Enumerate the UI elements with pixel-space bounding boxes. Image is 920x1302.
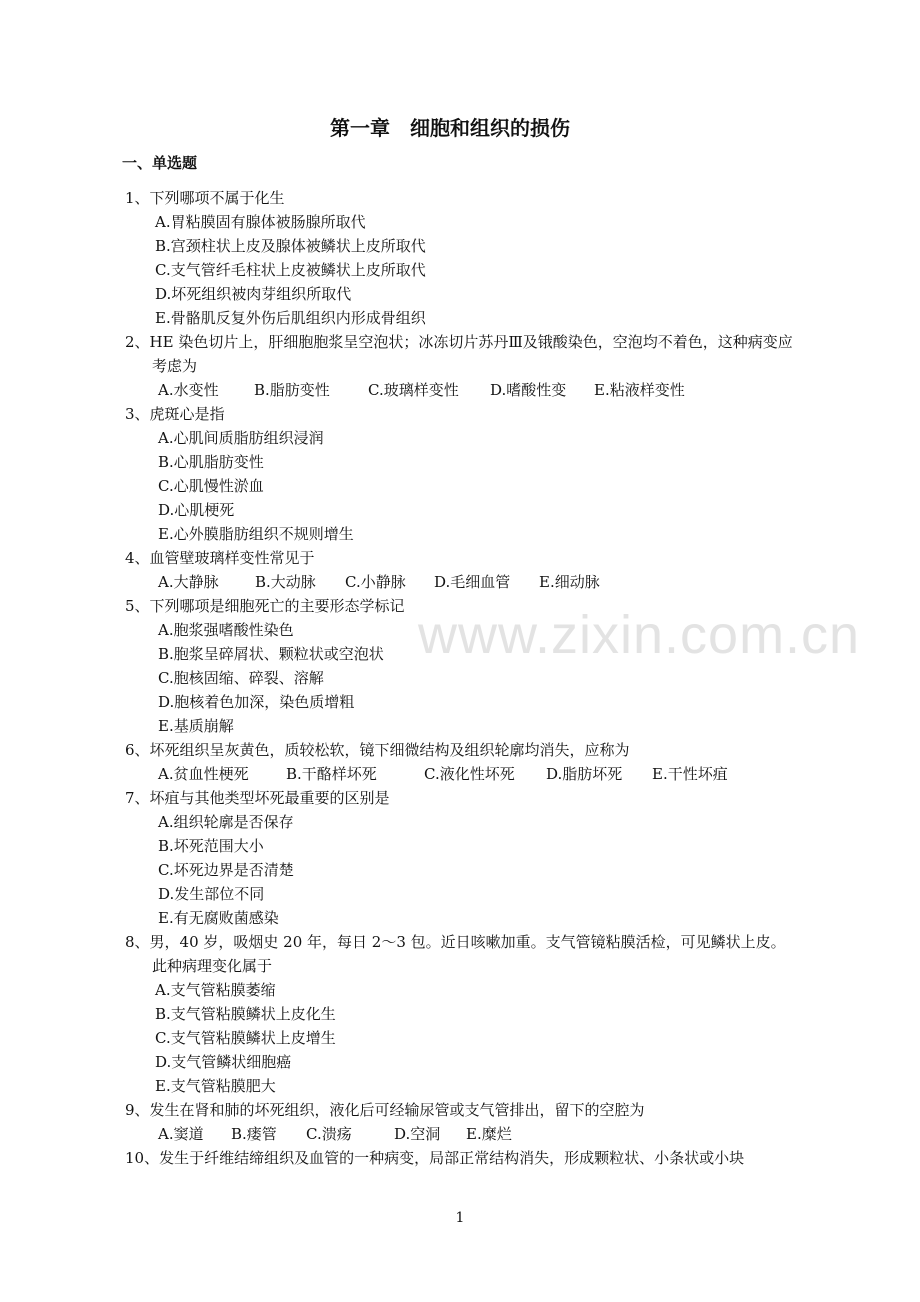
question-stem: 8、男，40 岁，吸烟史 20 年，每日 2～3 包。近日咳嗽加重。支气管镜粘膜活检，可见鳞状上皮。此种病理变化属于 xyxy=(125,933,786,975)
option-a: A.水变性 xyxy=(158,381,219,399)
question-stem: 5、下列哪项是细胞死亡的主要形态学标记 xyxy=(125,597,405,615)
option-b: B.脂肪变性 xyxy=(254,381,330,399)
option-e: E.骨骼肌反复外伤后肌组织内形成骨组织 xyxy=(155,309,426,327)
option-a: A.心肌间质脂肪组织浸润 xyxy=(158,429,324,447)
option-e: E.支气管粘膜肥大 xyxy=(155,1077,276,1095)
question-stem: 4、血管壁玻璃样变性常见于 xyxy=(125,549,315,567)
question-9 xyxy=(125,1098,795,1146)
option-a: A.胞浆强嗜酸性染色 xyxy=(158,621,294,639)
watermark: www.zixin.com.cn xyxy=(418,605,861,665)
option-b: B.心肌脂肪变性 xyxy=(158,453,264,471)
option-b: B.干酪样坏死 xyxy=(286,765,377,783)
option-c: C.支气管粘膜鳞状上皮增生 xyxy=(155,1029,336,1047)
option-d: D.毛细血管 xyxy=(434,573,511,591)
option-d: D.发生部位不同 xyxy=(158,885,265,903)
option-row xyxy=(125,762,795,786)
option-c: C.玻璃样变性 xyxy=(368,381,459,399)
option-e: E.细动脉 xyxy=(539,573,600,591)
option-b: B.胞浆呈碎屑状、颗粒状或空泡状 xyxy=(158,645,384,663)
option-c: C.支气管纤毛柱状上皮被鳞状上皮所取代 xyxy=(155,261,426,279)
option-d: D.支气管鳞状细胞癌 xyxy=(155,1053,292,1071)
option-d: D.嗜酸性变 xyxy=(490,381,567,399)
question-1 xyxy=(125,186,795,330)
option-d: D.空洞 xyxy=(394,1125,441,1143)
option-b: B.宫颈柱状上皮及腺体被鳞状上皮所取代 xyxy=(155,237,426,255)
section-heading: 一、单选题 xyxy=(122,154,198,172)
question-stem: 7、坏疽与其他类型坏死最重要的区别是 xyxy=(125,789,390,807)
question-5 xyxy=(125,594,795,738)
option-a: A.窦道 xyxy=(158,1125,204,1143)
option-e: E.干性坏疽 xyxy=(652,765,728,783)
option-a: A.大静脉 xyxy=(158,573,219,591)
option-a: A.支气管粘膜萎缩 xyxy=(155,981,276,999)
option-e: E.粘液样变性 xyxy=(594,381,685,399)
question-8 xyxy=(125,930,795,1098)
option-a: A.胃粘膜固有腺体被肠腺所取代 xyxy=(155,213,366,231)
option-row xyxy=(125,378,795,402)
question-stem: 9、发生在肾和肺的坏死组织，液化后可经输尿管或支气管排出，留下的空腔为 xyxy=(125,1101,645,1119)
option-a: A.贫血性梗死 xyxy=(158,765,249,783)
option-b: B.支气管粘膜鳞状上皮化生 xyxy=(155,1005,336,1023)
option-d: D.脂肪坏死 xyxy=(546,765,623,783)
question-4 xyxy=(125,546,795,594)
option-c: C.溃疡 xyxy=(306,1125,352,1143)
option-e: E.心外膜脂肪组织不规则增生 xyxy=(158,525,354,543)
question-6 xyxy=(125,738,795,786)
chapter-title: 第一章 细胞和组织的损伤 xyxy=(330,116,570,140)
question-stem: 3、虎斑心是指 xyxy=(125,405,225,423)
question-stem: 1、下列哪项不属于化生 xyxy=(125,189,285,207)
question-list xyxy=(125,186,795,1170)
option-e: E.糜烂 xyxy=(466,1125,512,1143)
question-stem: 10、发生于纤维结缔组织及血管的一种病变，局部正常结构消失，形成颗粒状、小条状或小块 xyxy=(125,1149,745,1167)
option-c: C.心肌慢性淤血 xyxy=(158,477,264,495)
option-b: B.大动脉 xyxy=(255,573,316,591)
option-d: D.心肌梗死 xyxy=(158,501,235,519)
option-row xyxy=(125,1122,795,1146)
option-c: C.液化性坏死 xyxy=(424,765,515,783)
option-c: C.胞核固缩、碎裂、溶解 xyxy=(158,669,324,687)
option-b: B.瘘管 xyxy=(231,1125,277,1143)
question-7 xyxy=(125,786,795,930)
option-e: E.有无腐败菌感染 xyxy=(158,909,279,927)
question-10 xyxy=(125,1146,795,1170)
option-row xyxy=(125,570,795,594)
page-number: 1 xyxy=(455,1210,465,1226)
option-a: A.组织轮廓是否保存 xyxy=(158,813,294,831)
question-2 xyxy=(125,330,795,402)
question-stem: 6、坏死组织呈灰黄色，质较松软，镜下细微结构及组织轮廓均消失，应称为 xyxy=(125,741,630,759)
question-3 xyxy=(125,402,795,546)
option-d: D.胞核着色加深，染色质增粗 xyxy=(158,693,355,711)
option-c: C.坏死边界是否清楚 xyxy=(158,861,294,879)
option-c: C.小静脉 xyxy=(345,573,406,591)
question-stem: 2、HE 染色切片上，肝细胞胞浆呈空泡状；冰冻切片苏丹Ⅲ及锇酸染色，空泡均不着色，这种病变应考虑为 xyxy=(125,333,793,375)
option-d: D.坏死组织被肉芽组织所取代 xyxy=(155,285,352,303)
option-e: E.基质崩解 xyxy=(158,717,234,735)
option-b: B.坏死范围大小 xyxy=(158,837,264,855)
